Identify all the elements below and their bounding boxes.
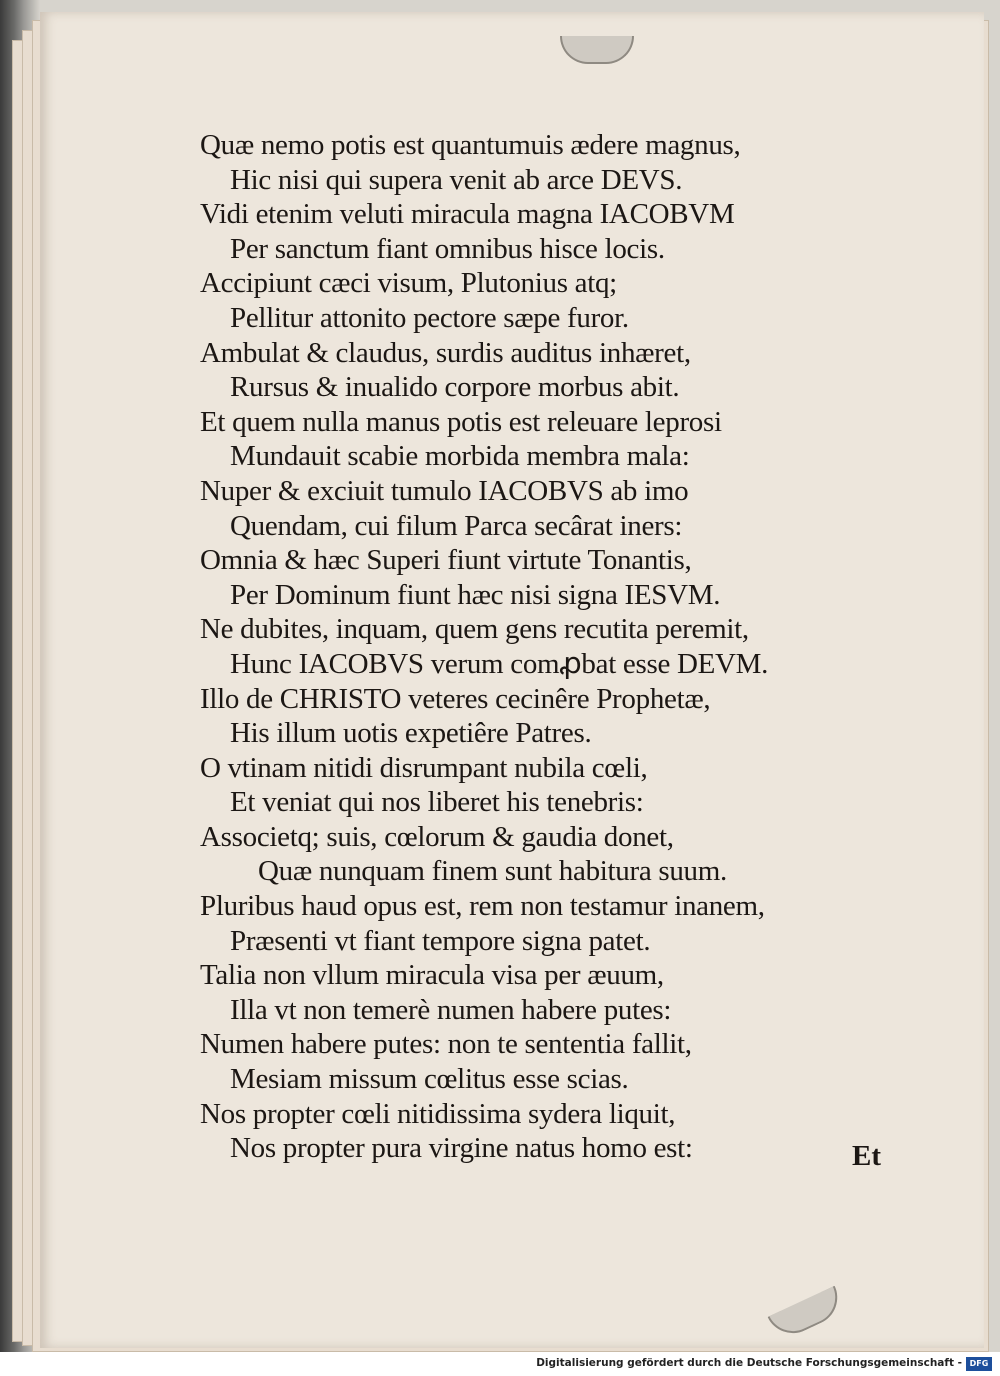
verse-line: Mundauit scabie morbida membra mala: (230, 440, 690, 473)
verse-line: Talia non vllum miracula visa per æuum, (200, 959, 664, 992)
verse-line: Per Dominum fiunt hæc nisi signa IESVM. (230, 578, 721, 611)
verse-line: O vtinam nitidi disrumpant nubila cœli, (200, 751, 648, 784)
verse-line: Accipiunt cæci visum, Plutonius atq; (200, 267, 617, 300)
verse-line: Pluribus haud opus est, rem non testamur inanem, (200, 890, 765, 923)
verse-line: Associetq; suis, cœlorum & gaudia donet, (200, 820, 674, 853)
catchword: Et (852, 1140, 881, 1172)
verse-line: Et veniat qui nos liberet his tenebris: (230, 786, 644, 819)
verse-line: Nos propter pura virgine natus homo est: (230, 1132, 693, 1165)
verse-line: Quæ nunquam finem sunt habitura suum. (258, 855, 727, 888)
verse-line: Pellitur attonito pectore sæpe furor. (230, 301, 629, 334)
verse-line: Hic nisi qui supera venit ab arce DEVS. (230, 163, 683, 196)
verse-line: His illum uotis expetiêre Patres. (230, 717, 592, 750)
dfg-logo: DFG (966, 1357, 992, 1371)
verse-line: Præsenti vt fiant tempore signa patet. (230, 924, 651, 957)
verse-line: Ambulat & claudus, surdis auditus inhæret, (200, 336, 691, 369)
verse-line: Nuper & exciuit tumulo IACOBVS ab imo (200, 474, 689, 507)
verse-line: Numen habere putes: non te sententia fallit, (200, 1028, 692, 1061)
verse-line: Rursus & inualido corpore morbus abit. (230, 371, 680, 404)
verse-line: Quendam, cui filum Parca secârat iners: (230, 509, 683, 542)
footer-credit: Digitalisierung gefördert durch die Deutsche Forschungsgemeinschaft - (536, 1357, 962, 1369)
verse-block (200, 128, 920, 1166)
verse-line: Mesiam missum cœlitus esse scias. (230, 1063, 629, 1096)
verse-line: Per sanctum fiant omnibus hisce locis. (230, 232, 665, 265)
verse-line: Vidi etenim veluti miracula magna IACOBVM (200, 198, 735, 231)
verse-line: Ne dubites, inquam, quem gens recutita peremit, (200, 613, 749, 646)
verse-line: Nos propter cœli nitidissima sydera liquit, (200, 1097, 676, 1130)
verse-line: Quæ nemo potis est quantumuis ædere magnus, (200, 129, 741, 161)
verse-line: Illo de CHRISTO veteres cecinêre Prophetæ, (200, 682, 711, 715)
verse-line: Illa vt non temerè numen habere putes: (230, 993, 672, 1026)
verse-line: Omnia & hæc Superi fiunt virtute Tonantis, (200, 544, 692, 577)
footer-bar (0, 1352, 1000, 1376)
verse-line: Hunc IACOBVS verum comꝓbat esse DEVM. (230, 647, 769, 680)
verse-line: Et quem nulla manus potis est releuare leprosi (200, 405, 722, 438)
